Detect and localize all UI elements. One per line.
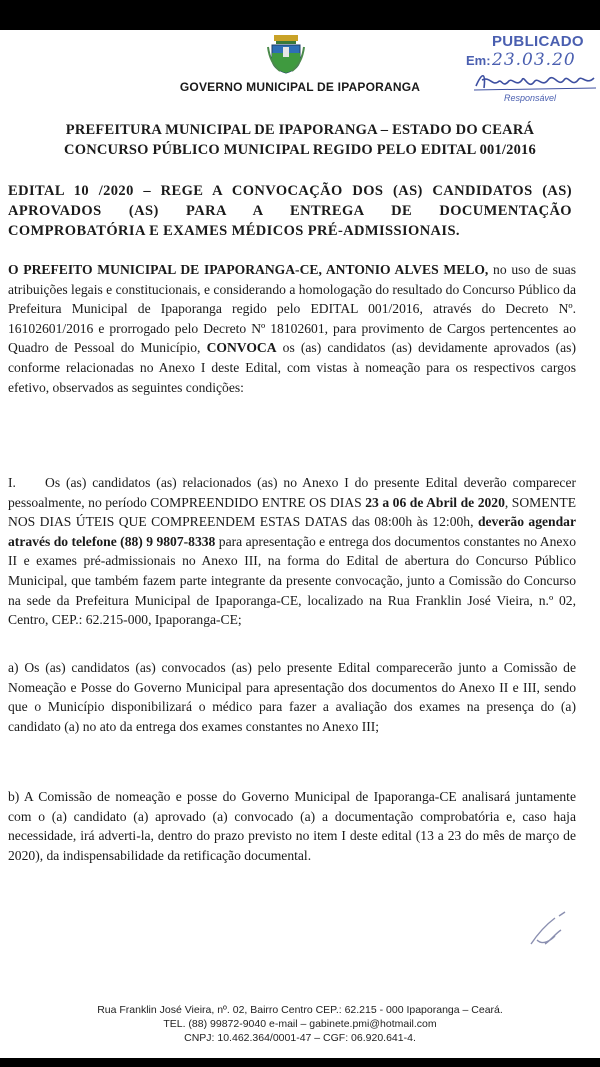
top-black-bar (0, 0, 600, 30)
intro-text-b: os (as) candidatos (as) devidamente aprovados (as) conforme relacionadas no Anexo I deste Edital, com vistas à nomeação para os respectivos cargos efetivo, observados as seguintes condições: (8, 340, 576, 395)
item-i-text-a: Os (as) candidatos (as) relacionados (as) no Anexo I do presente Edital deverão comparecer pessoalmente, no período COMPREENDIDO ENTRE OS DIAS (8, 475, 576, 510)
footer (0, 1003, 600, 1045)
stamp-em-label: Em: (466, 53, 491, 68)
item-i-phone: deverão agendar através do telefone (88) 9 9807-8338 (8, 514, 577, 549)
handwritten-initial-icon (525, 910, 573, 950)
item-i-text-c: para apresentação e entrega dos documentos constantes no Anexo II e exames pré-admissionais no Anexo III, na forma do Edital de abertura do Concurso Público Municipal, que também fazem parte integrante da presente convocação, junto a Comissão do Concurso na sede da Prefeitura Municipal de Ipaporanga-CE, localizado na Rua Franklin José Vieira, n.º 02, Centro, CEP.: 62.215-000, Ipaporanga-CE; (8, 533, 576, 628)
intro-text-a: no uso de suas atribuições legais e constitucionais, e considerando a homologação do resultado do Concurso Público da Prefeitura Municipal de Ipaporanga regido pelo EDITAL 001/2016, através do Decreto Nº. 16102601/2016 e prorrogado pelo Decreto Nº 18102601, para provimento de Cargos pertencentes ao Quadro de Pessoal do Município, (8, 262, 576, 356)
edital-title: EDITAL 10 /2020 – REGE A CONVOCAÇÃO DOS (AS) CANDIDATOS (AS) APROVADOS (AS) PARA A ENTREGA DE DOCUMENTAÇÃO COMPROBATÓRIA E EXAMES MÉDICOS PRÉ-ADMISSIONAIS. (8, 183, 572, 239)
item-i-paragraph (8, 473, 576, 630)
intro-paragraph (8, 260, 576, 397)
item-i-numeral: I. (8, 475, 16, 490)
intro-lead: O PREFEITO MUNICIPAL DE IPAPORANGA-CE, ANTONIO ALVES MELO, (8, 262, 489, 277)
item-i-dates: 23 a 06 de Abril de 2020 (365, 494, 505, 510)
footer-contact: TEL. (88) 99872-9040 e-mail – gabinete.pmi@hotmail.com (163, 1018, 437, 1030)
government-title: GOVERNO MUNICIPAL DE IPAPORANGA (179, 80, 421, 94)
stamp-signature-icon (472, 68, 600, 94)
footer-registry: CNPJ: 10.462.364/0001-47 – CGF: 06.920.641-4. (184, 1032, 416, 1044)
stamp-date: 23.03.20 (492, 50, 576, 70)
heading-prefeitura: PREFEITURA MUNICIPAL DE IPAPORANGA – ESTADO DO CEARÁ (65, 122, 535, 138)
stamp-responsible-label: Responsável (504, 93, 557, 103)
heading-concurso: CONCURSO PÚBLICO MUNICIPAL REGIDO PELO EDITAL 001/2016 (64, 142, 536, 158)
municipal-crest-icon (266, 33, 306, 75)
item-b-paragraph: b) A Comissão de nomeação e posse do Governo Municipal de Ipaporanga-CE analisará juntamente com o (a) candidato (a) aprovado (a) convocado (a) a documentação comprobatória e, caso haja necessidade, irá adverti-la, dentro do prazo previsto no item I deste edital (13 a 23 do mês de março de 2020), da indispensabilidade da retificação documental. (8, 789, 576, 863)
published-stamp (464, 33, 600, 105)
item-i-text-b: , SOMENTE NOS DIAS ÚTEIS QUE COMPREENDEM ESTAS DATAS das 08:00h às 12:00h, (8, 494, 576, 530)
bottom-black-bar (0, 1058, 600, 1067)
intro-convoca: CONVOCA (206, 340, 277, 356)
item-a-paragraph: a) Os (as) candidatos (as) convocados (as) pelo presente Edital comparecerão junto a Comissão de Nomeação e Posse do Governo Municipal para apresentação dos documentos do Anexo II e III, sendo que o Município disponibilizará o médico para fazer a avaliação dos exames na presença do (a) candidato (a) no ato da entrega dos exames constantes no Anexo III; (8, 660, 576, 734)
footer-address: Rua Franklin José Vieira, nº. 02, Bairro Centro CEP.: 62.215 - 000 Ipaporanga – Ceará. (97, 1004, 503, 1016)
stamp-title: PUBLICADO (492, 33, 584, 50)
